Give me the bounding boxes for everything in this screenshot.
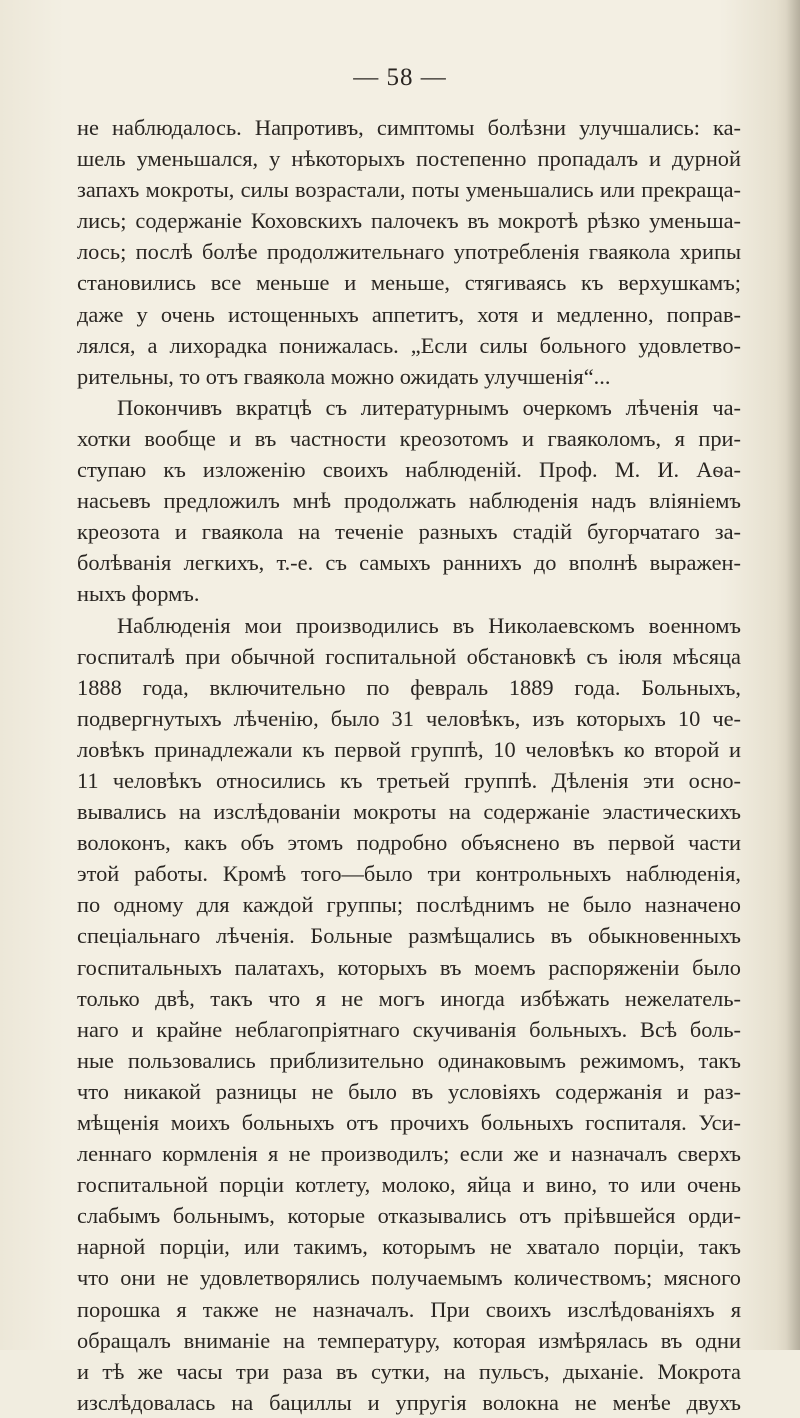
text-line: Наблюденія мои производились въ Николаевскомъ военномъ <box>117 612 741 638</box>
text-line: и тѣ же часы три раза въ сутки, на пульсъ, дыханіе. Мокрота <box>77 1358 741 1384</box>
text-line: госпитальныхъ палатахъ, которыхъ въ моемъ распоряженіи было <box>77 954 741 980</box>
text-line: даже у очень истощенныхъ аппетитъ, хотя и медленно, поправ- <box>77 301 741 327</box>
text-line: рительны, то отъ гваякола можно ожидать улучшенія“... <box>77 363 611 389</box>
text-line: лись; содержаніе Коховскихъ палочекъ въ мокротѣ рѣзко уменьша- <box>77 208 741 234</box>
text-line: креозота и гваякола на теченіе разныхъ стадій бугорчатаго за- <box>77 519 741 545</box>
text-line: Покончивъ вкратцѣ съ литературнымъ очеркомъ лѣченія ча- <box>117 394 741 420</box>
text-line: 1888 года, включительно по февраль 1889 года. Больныхъ, <box>77 674 741 700</box>
text-line: ловѣкъ принадлежали къ первой группѣ, 10 человѣкъ ко второй и <box>77 736 741 762</box>
text-line: госпиталѣ при обычной госпитальной обстановкѣ съ іюля мѣсяца <box>77 643 741 669</box>
text-line: лось; послѣ болѣе продолжительнаго употребленія гваякола хрипы <box>77 239 741 265</box>
text-line: подвергнутыхъ лѣченію, было 31 человѣкъ, изъ которыхъ 10 че- <box>77 705 741 731</box>
text-line: только двѣ, такъ что я не могъ иногда избѣжать нежелатель- <box>77 985 741 1011</box>
text-line: этой работы. Кромѣ того—было три контрольныхъ наблюденія, <box>77 861 741 887</box>
text-line: слабымъ больнымъ, которые отказывались отъ пріѣвшейся орди- <box>77 1203 741 1229</box>
text-line: становились все меньше и меньше, стягиваясь къ верхушкамъ; <box>77 270 741 296</box>
text-line: хотки вообще и въ частности креозотомъ и гваяколомъ, я при- <box>77 425 741 451</box>
text-line: что никакой разницы не было въ условіяхъ содержанія и раз- <box>77 1078 741 1104</box>
text-line: не наблюдалось. Напротивъ, симптомы болѣзни улучшались: ка- <box>77 115 741 140</box>
text-line: лялся, а лихорадка понижалась. „Если силы больного удовлетво- <box>77 332 741 358</box>
text-line: что они не удовлетворялись получаемымъ количествомъ; мясного <box>77 1265 741 1291</box>
text-line: нарной порціи, или такимъ, которымъ не хватало порціи, такъ <box>77 1234 741 1260</box>
text-line: мѣщенія моихъ больныхъ отъ прочихъ больныхъ госпиталя. Уси- <box>77 1110 741 1135</box>
text-line: запахъ мокроты, силы возрастали, поты уменьшались или прекраща- <box>77 177 741 203</box>
text-line: ныхъ формъ. <box>77 581 200 607</box>
text-line: волоконъ, какъ объ этомъ подробно объяснено въ первой части <box>77 830 741 856</box>
text-line: по одному для каждой группы; послѣднимъ не было назначено <box>77 892 741 918</box>
text-line: госпитальной порціи котлету, молоко, яйца и вино, то или очень <box>77 1172 741 1198</box>
body-text <box>77 112 741 1418</box>
text-line: изслѣдовалась на бациллы и упругія волокна не менѣе двухъ <box>77 1389 741 1415</box>
text-line: порошка я также не назначалъ. При своихъ изслѣдованіяхъ я <box>77 1296 741 1322</box>
text-line: 11 человѣкъ относились къ третьей группѣ. Дѣленія эти осно- <box>77 767 741 793</box>
text-line: болѣванія легкихъ, т.-е. съ самыхъ раннихъ до вполнѣ выражен- <box>77 550 741 576</box>
text-line: насьевъ предложилъ мнѣ продолжать наблюденія надъ вліяніемъ <box>77 488 741 514</box>
text-line: шель уменьшался, у нѣкоторыхъ постепенно пропадалъ и дурной <box>77 146 741 172</box>
text-line: обращалъ вниманіе на температуру, которая измѣрялась въ одни <box>77 1327 741 1353</box>
text-line: наго и крайне неблагопріятнаго скучиванія больныхъ. Всѣ боль- <box>77 1016 741 1042</box>
text-line: вывались на изслѣдованіи мокроты на содержаніе эластическихъ <box>77 799 741 825</box>
text-line: леннаго кормленія я не производилъ; если же и назначалъ сверхъ <box>77 1141 741 1167</box>
page-number: — 58 — <box>353 64 447 91</box>
page-edge-shadow <box>786 0 800 1350</box>
text-line: ступаю къ изложенію своихъ наблюденій. Проф. М. И. Аѳа- <box>77 457 741 483</box>
text-line: ные пользовались приблизительно одинаковымъ режимомъ, такъ <box>77 1047 741 1073</box>
text-line: спеціальнаго лѣченія. Больные размѣщались въ обыкновенныхъ <box>77 923 741 949</box>
